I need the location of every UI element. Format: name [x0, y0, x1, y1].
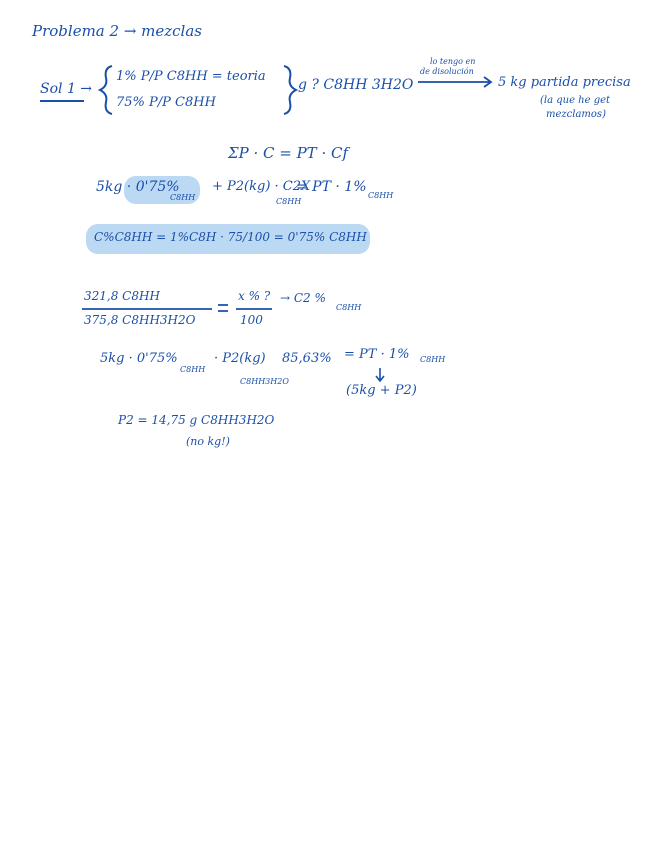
balance2-left: 5kg · 0'75% — [100, 351, 178, 366]
arrow-note-line-1: lo tengo en — [430, 57, 476, 66]
target-note-line-2: mezclamos) — [546, 109, 606, 120]
right-brace — [284, 66, 296, 114]
ratio-denominator-left: 375,8 C8HH3H2O — [84, 313, 196, 327]
pt-expansion: (5kg + P2) — [346, 383, 417, 398]
balance2-mid-sub: C8HH3H2O — [240, 377, 289, 386]
balance2-right-sub: C8HH — [420, 355, 446, 364]
pt-down-arrow — [376, 368, 384, 381]
sol-result: g ? C8HH 3H2O — [298, 77, 414, 93]
page-title: Problema 2 → mezclas — [32, 22, 202, 40]
target-note-line-1: (la que he get — [540, 95, 611, 106]
mass-balance-right: = PT · 1% — [296, 179, 367, 195]
ratio-denominator-right: 100 — [240, 313, 263, 327]
arrow-note-line-2: de disolución — [420, 67, 474, 76]
brace-line-2: 75% P/P C8HH — [116, 95, 216, 110]
sum-equation: ΣP · C = PT · Cf — [228, 144, 349, 162]
left-brace — [100, 66, 112, 114]
ratio-numerator-right: x % ? — [238, 289, 271, 303]
mass-balance-left: 5kg · 0'75% — [96, 179, 180, 195]
mass-balance-right-sub: C8HH — [368, 191, 394, 200]
process-arrow — [418, 77, 491, 87]
brace-line-1: 1% P/P C8HH = teoria — [116, 69, 266, 84]
balance2-right: = PT · 1% — [344, 347, 410, 362]
ratio-numerator-left: 321,8 C8HH — [84, 289, 160, 303]
mass-balance-mid-sub: C8HH — [276, 197, 302, 206]
balance2-mid: · P2(kg) — [214, 351, 266, 366]
balance2-left-sub: C8HH — [180, 365, 206, 374]
ratio-tail: → C2 % — [280, 291, 326, 305]
ratio-equals — [218, 305, 228, 311]
sol-label: Sol 1 → — [40, 81, 93, 97]
ratio-tail-sub: C8HH — [336, 303, 362, 312]
mass-balance-mid: + P2(kg) · C2X — [212, 179, 311, 194]
target-mass: 5 kg partida precisa — [498, 75, 631, 90]
concentration-equation: C%C8HH = 1%C8H · 75/100 = 0'75% C8HH — [94, 230, 367, 244]
p2-note: (no kg!) — [186, 435, 230, 448]
mass-balance-left-sub: C8HH — [170, 193, 196, 202]
p2-result: P2 = 14,75 g C8HH3H2O — [118, 413, 275, 427]
balance2-percent: 85,63% — [282, 351, 332, 366]
